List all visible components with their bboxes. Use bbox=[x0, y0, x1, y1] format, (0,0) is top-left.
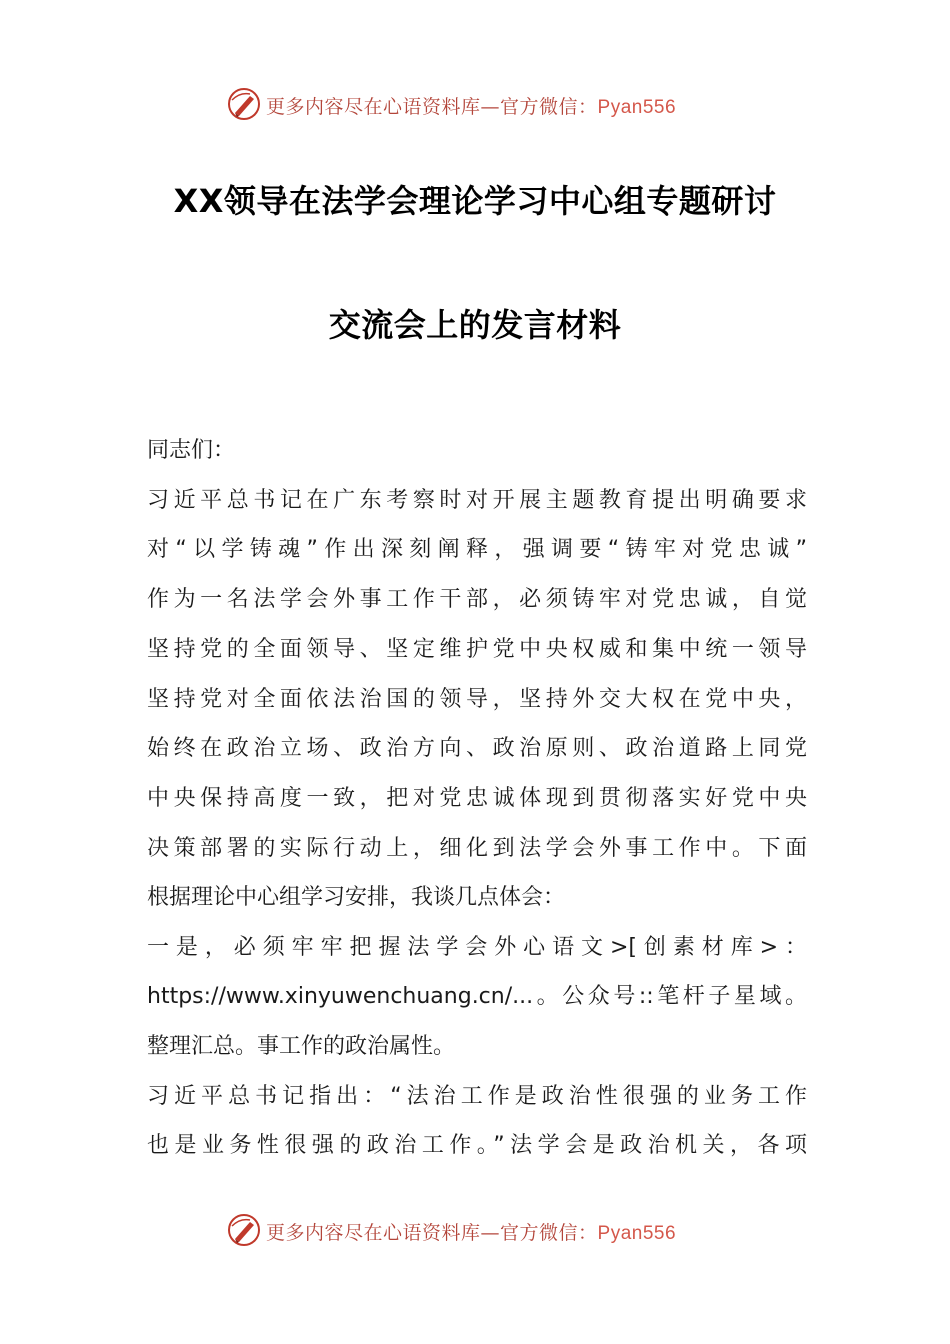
body-line-url: https://www.xinyuwenchuang.cn/...。公众号::笔杆子星域。 bbox=[147, 984, 807, 1009]
body-line: 也是业务性很强的政治工作。”法学会是政治机关，各项 bbox=[147, 1133, 807, 1158]
body-line: 根据理论中心组学习安排，我谈几点体会： bbox=[147, 885, 566, 910]
body-line: 始终在政治立场、政治方向、政治原则、政治道路上同党 bbox=[147, 736, 807, 761]
body-line: 对“以学铸魂”作出深刻阐释，强调要“铸牢对党忠诚” bbox=[147, 537, 807, 562]
body-line: 决策部署的实际行动上，细化到法学会外事工作中。下面 bbox=[147, 836, 807, 861]
pen-logo-icon bbox=[226, 86, 262, 122]
header-banner bbox=[0, 84, 950, 124]
body-line: 同志们： bbox=[147, 438, 236, 463]
body-line: 习近平总书记在广东考察时对开展主题教育提出明确要求 bbox=[147, 488, 807, 513]
body-line: 坚持党对全面依法治国的领导，坚持外交大权在党中央， bbox=[147, 687, 807, 712]
body-line: 作为一名法学会外事工作干部，必须铸牢对党忠诚，自觉 bbox=[147, 587, 807, 612]
body-line: 一是，必须牢牢把握法学会外心语文>[创素材库>： bbox=[147, 935, 807, 960]
body-line: 习近平总书记指出：“法治工作是政治性很强的业务工作 bbox=[147, 1084, 807, 1109]
header-banner-text: 更多内容尽在心语资料库—官方微信：Pyan556 bbox=[266, 96, 677, 118]
pen-logo-icon bbox=[226, 1212, 262, 1248]
footer-banner-text: 更多内容尽在心语资料库—官方微信：Pyan556 bbox=[266, 1222, 677, 1244]
footer-banner bbox=[0, 1210, 950, 1250]
body-line: 坚持党的全面领导、坚定维护党中央权威和集中统一领导 bbox=[147, 637, 807, 662]
footer-banner-handle: Pyan556 bbox=[597, 1223, 677, 1244]
document-title-line-1: XX领导在法学会理论学习中心组专题研讨 bbox=[173, 182, 777, 220]
header-banner-handle: Pyan556 bbox=[597, 97, 677, 118]
body-line: 整理汇总。事工作的政治属性。 bbox=[147, 1034, 456, 1059]
document-title-line-2: 交流会上的发言材料 bbox=[328, 306, 622, 344]
body-line: 中央保持高度一致，把对党忠诚体现到贯彻落实好党中央 bbox=[147, 786, 807, 811]
